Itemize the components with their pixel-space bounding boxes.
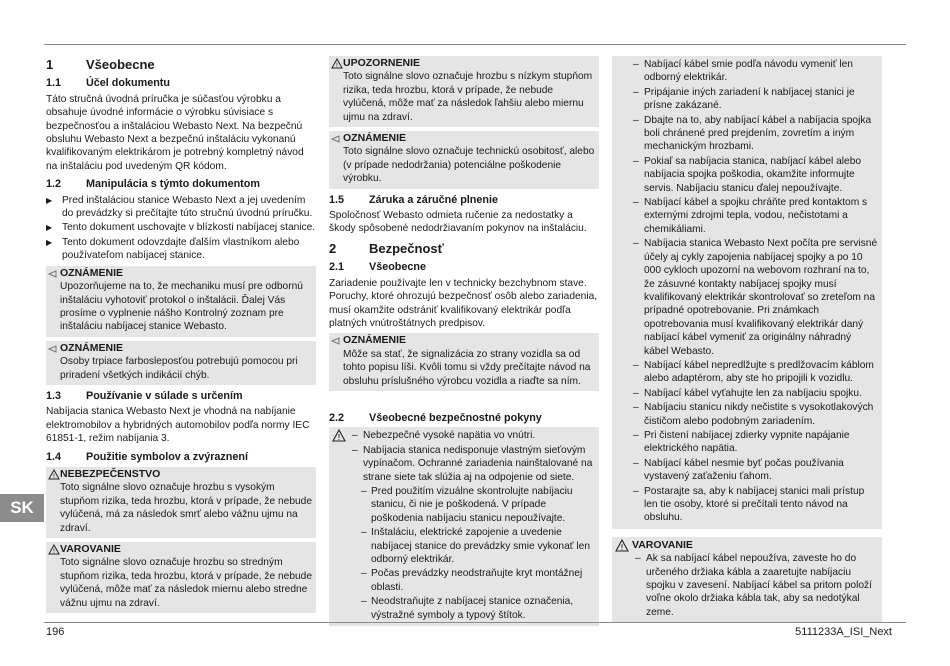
warning-triangle-icon [615, 539, 629, 552]
heading-1-3: 1.3 Používanie v súlade s určením [46, 389, 243, 402]
notice-hand-icon [331, 133, 343, 144]
safety-item: – Nabíjací kábel nesmie byť počas používania vystavený zaťaženiu ťahom. [630, 457, 878, 484]
notice-box: OZNÁMENIE Upozorňujeme na to, že mechaniku musí pre odbornú inštaláciu vyhotoviť protokol o inštalácii. Ďalej Vás prosíme o vyplnenie nášho Kontrolný zoznam pre inštaláciu nabíjacej stanice Webasto. [46, 266, 316, 337]
heading-1-5: 1.5 Záruka a záručné plnenie [329, 193, 499, 206]
svg-text:!: ! [335, 62, 339, 69]
warning-triangle-icon [48, 544, 60, 555]
warning-triangle-icon [331, 58, 343, 69]
svg-text:!: ! [337, 433, 341, 443]
page-number: 196 [46, 626, 65, 638]
safety-item: – Neodstraňujte z nabíjacej stanice označenia, výstražné symboly a typový štítok. [349, 595, 595, 622]
safety-item: – Počas prevádzky neodstraňujte kryt montážnej oblasti. [349, 567, 595, 594]
bullet-item: ▶ Pred inštaláciou stanice Webasto Next a jej uvedením do prevádzky si prečítajte túto stručnú úvodnú príručku. [46, 194, 316, 221]
top-rule [44, 44, 906, 45]
notice-box: OZNÁMENIE Osoby trpiace farbosleposťou potrebujú pomocou pri priradení všetkých indikácií chýb. [46, 341, 316, 385]
svg-text:!: ! [620, 542, 624, 552]
safety-item: – Nebezpečné vysoké napätia vo vnútri. [349, 429, 595, 442]
svg-text:!: ! [52, 548, 56, 555]
heading-1-4: 1.4 Použitie symbolov a zvýraznení [46, 450, 249, 463]
heading-1: 1 Všeobecne [46, 57, 155, 72]
column-1 [46, 52, 316, 617]
safety-instructions-box-continued [612, 56, 882, 529]
svg-text:!: ! [52, 472, 56, 480]
bullet-item: ▶ Tento dokument uschovajte v blízkosti nabíjacej stanice. [46, 221, 316, 234]
safety-item: – Nabíjací kábel smie podľa návodu vymeniť len odborný elektrikár. [630, 58, 878, 85]
warning-title: VAROVANIE [632, 538, 693, 551]
safety-instructions-box [329, 427, 599, 626]
safety-item: – Nabíjacia stanica nedisponuje vlastným sieťovým vypínačom. Ochranné zariadenia nainštalované na strane siete tak slúžia aj na odpojenie od siete. [349, 444, 595, 484]
safety-item: – Nabíjací kábel a spojku chráňte pred kontaktom s externými zdrojmi tepla, vodou, nečistotami a chemikáliami. [630, 196, 878, 236]
column-2 [329, 56, 599, 632]
notice-hand-icon [48, 268, 60, 279]
paragraph-2-1: Zariadenie používajte len v technicky bezchybnom stave. Poruchy, ktoré ohrozujú bezpečnosť osôb alebo zariadenia, musí okamžite odstrániť kvalifikovaný elektrikár podľa platných vnútroštátnych predpisov. [329, 277, 598, 329]
safety-item: – Nabíjací kábel nepredlžujte s predlžovacím káblom alebo adaptérom, aby ste ho pripojili k vozidlu. [630, 359, 878, 386]
notice-box: OZNÁMENIE Môže sa stať, že signalizácia zo strany vozidla sa od tohto popisu líši. Kvôli tomu si vždy prečítajte návod na obsluhu príslušného výrobcu vozidla a riaďte sa ním. [329, 333, 599, 391]
bullet-item: ▶ Tento dokument odovzdajte ďalším vlastníkom alebo používateľom nabíjacej stanice. [46, 236, 316, 263]
warning-triangle-icon [332, 429, 346, 442]
paragraph-1-5: Spoločnosť Webasto odmieta ručenie za nedostatky a škody spôsobené nedodržiavaním pokynov na inštaláciu. [329, 210, 587, 235]
safety-item: – Pokiaľ sa nabíjacia stanica, nabíjací kábel alebo nabíjacia spojka poškodia, okamžite informujte servis. Nabíjaciu stanicu ďalej nepoužívajte. [630, 155, 878, 195]
warning-box [612, 537, 882, 623]
notice-hand-icon [48, 343, 60, 354]
notice-hand-icon [331, 335, 343, 346]
notice-box: OZNÁMENIE Toto signálne slovo označuje technickú osobitosť, alebo (v prípade nedodržania) potenciálne poškodenie výrobku. [329, 131, 599, 189]
safety-item: – Postarajte sa, aby k nabíjacej stanici mali prístup len tie osoby, ktoré si prečítali tento návod na obsluhu. [630, 485, 878, 525]
language-tab: SK [0, 494, 44, 522]
safety-item: – Pripájanie iných zariadení k nabíjacej stanici je prísne zakázané. [630, 86, 878, 113]
caution-box: ! UPOZORNENIE Toto signálne slovo označuje hrozbu s nízkym stupňom rizika, teda hrozbu, ktorá v prípade, že nebude vylúčená, môže mať za následok ľahšiu alebo miernu ujmu na zdraví. [329, 56, 599, 127]
paragraph-1-3: Nabíjacia stanica Webasto Next je vhodná na nabíjanie elektromobilov a hybridných automobilov podľa normy IEC 61851-1, režim nabíjania 3. [46, 406, 310, 445]
column-3 [612, 56, 882, 629]
safety-item: – Nabíjaciu stanicu nikdy nečistite s vysokotlakových čističom alebo podobným zariadením. [630, 401, 878, 428]
safety-item: – Inštaláciu, elektrické zapojenie a uvedenie nabíjacej stanice do prevádzky smie vykonať len odborný elektrikár. [349, 526, 595, 566]
safety-item: – Pri čistení nabíjacej zdierky vypnite napájanie elektrického napätia. [630, 429, 878, 456]
safety-item: – Pred použitím vizuálne skontrolujte nabíjaciu stanicu, či nie je poškodená. V prípade poškodenia nabíjaciu stanicu nepoužívajte. [349, 485, 595, 525]
warning-box: ! VAROVANIE Toto signálne slovo označuje hrozbu so stredným stupňom rizika, teda hrozbu, ktorá v prípade, že nebude vylúčená, môže mať za následok miernu alebo stredne vážnu ujmu na zdraví. [46, 542, 316, 613]
warning-triangle-icon [48, 469, 60, 480]
paragraph-1-1: Táto stručná úvodná príručka je súčasťou výrobku a obsahuje úvodné informácie o výrobku súvisiace s bezpečnosťou a inštaláciou Webasto Next. Na bezpečnú obsluhu Webasto Next a bezpečnú inštaláciu vykonanú kvalifikovaným elektrikárom je potrebný kompletný návod na inštaláciu pod uvedeným QR kódom. [46, 93, 304, 172]
heading-2-2: 2.2 Všeobecné bezpečnostné pokyny [329, 411, 542, 424]
bottom-rule [44, 622, 906, 623]
safety-item: – Nabíjacia stanica Webasto Next počíta pre servisné účely aj cykly zapojenia nabíjacej spojky a po 10 000 cykloch upozorní na webovom rozhraní na to, že zásuvné kontakty nabíjacej spojky musí kvalifikovaný elektrikár skontrolovať so zreteľom na prípadné opotrebovanie. Pri známkach opotrebovania musí kvalifikovaný elektrikár daný nabíjací kábel vymeniť za originálny náhradný kábel Webasto. [630, 237, 878, 358]
heading-2: 2 Bezpečnosť [329, 240, 444, 256]
heading-1-2: 1.2 Manipulácia s týmto dokumentom [46, 178, 260, 191]
danger-box: ! NEBEZPEČENSTVO Toto signálne slovo označuje hrozbu s vysokým stupňom rizika, teda hrozbu, ktorá v prípade, že nebude vylúčená, má za následok smrť alebo vážnu ujmu na zdraví. [46, 467, 316, 538]
heading-1-1: 1.1 Účel dokumentu [46, 77, 170, 90]
safety-item: – Dbajte na to, aby nabíjací kábel a nabíjacia spojka boli chránené pred prejdením, zovretím a iným mechanickým hrozbami. [630, 114, 878, 154]
heading-2-1: 2.1 Všeobecne [329, 261, 427, 274]
safety-item: – Nabíjací kábel vyťahujte len za nabíjaciu spojku. [630, 387, 878, 400]
document-id: 5111233A_ISI_Next [795, 626, 892, 638]
warning-item: – Ak sa nabíjací kábel nepoužíva, zaveste ho do určeného držiaka kábla a zaaretujte nabíjaciu spojku v zavesení. Nabíjací kábel sa pritom položí voľne okolo držiaka kábla tak, aby sa nedotýkal zeme. [632, 552, 878, 619]
